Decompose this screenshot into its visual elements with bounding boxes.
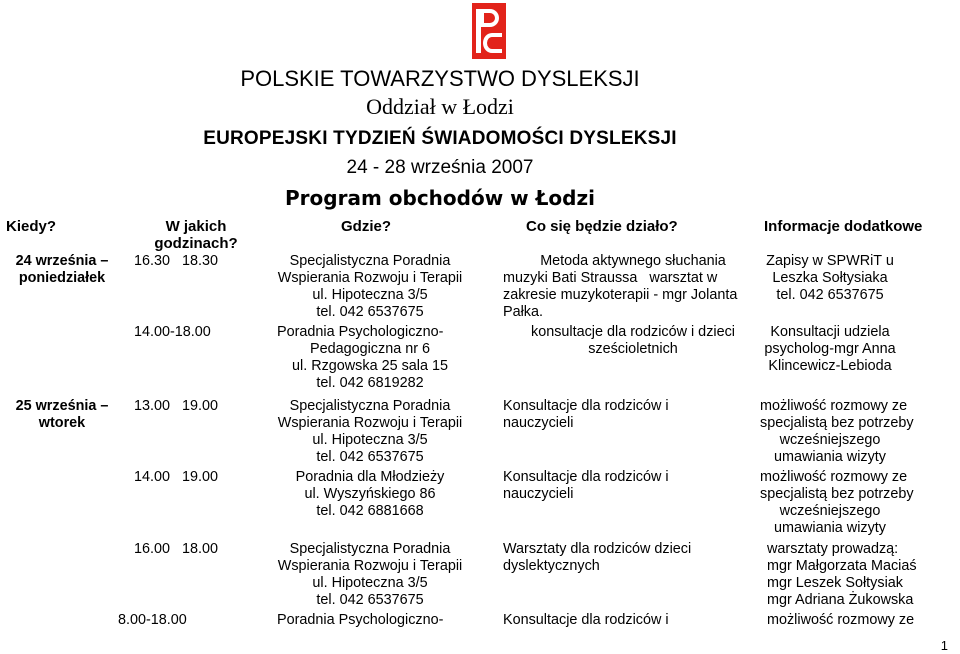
entry-time: 13.00 19.00 bbox=[134, 398, 219, 414]
org-title: POLSKIE TOWARZYSTWO DYSLEKSJI bbox=[240, 66, 640, 91]
col-header-what: Co się będzie działo? bbox=[526, 218, 678, 235]
entry-what: Konsultacje dla rodziców i bbox=[503, 612, 669, 628]
ptd-logo bbox=[472, 3, 506, 59]
col-header-info: Informacje dodatkowe bbox=[764, 218, 923, 235]
entry-info: możliwość rozmowy ze bbox=[767, 612, 915, 628]
entry-time: 16.30 18.30 bbox=[134, 253, 219, 269]
entry-time: 14.00-18.00 bbox=[134, 324, 211, 340]
event-title: EUROPEJSKI TYDZIEŃ ŚWIADOMOŚCI DYSLEKSJI bbox=[203, 128, 677, 149]
entry-time: 14.00 19.00 bbox=[134, 469, 219, 485]
entry-time: 16.00 18.00 bbox=[134, 541, 219, 557]
entry-where: Poradnia Psychologiczno- bbox=[277, 612, 444, 628]
col-header-where: Gdzie? bbox=[341, 218, 392, 235]
event-dates: 24 - 28 września 2007 bbox=[346, 157, 534, 178]
program-title: Program obchodów w Łodzi bbox=[285, 186, 595, 210]
page-number: 1 bbox=[940, 638, 948, 653]
branch-title: Oddział w Łodzi bbox=[366, 94, 514, 119]
col-header-hours: W jakich godzinach? bbox=[154, 218, 238, 252]
col-header-when: Kiedy? bbox=[6, 218, 57, 235]
entry-time: 8.00-18.00 bbox=[118, 612, 187, 628]
